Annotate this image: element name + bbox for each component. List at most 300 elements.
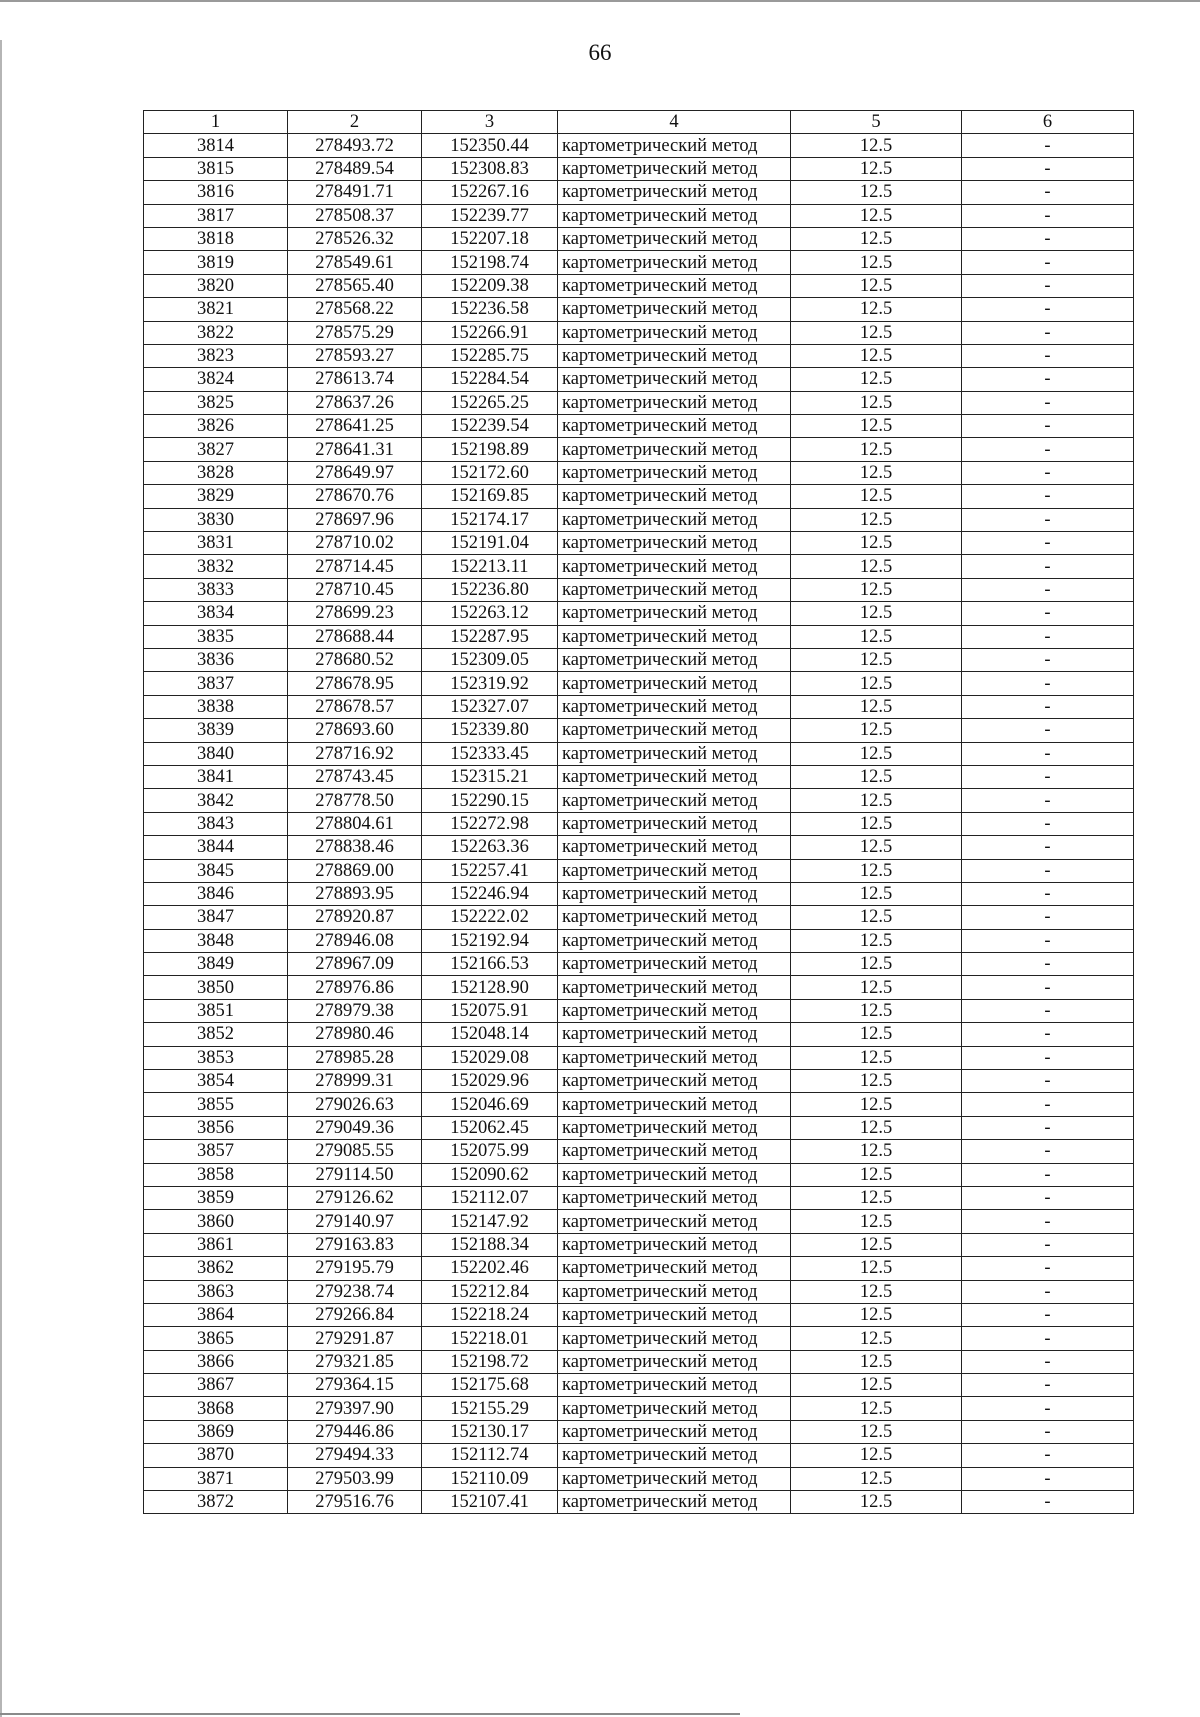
- header-col-4: 4: [558, 111, 791, 134]
- table-row: [144, 134, 1134, 157]
- y-coordinate-cell: 152155.29: [422, 1397, 558, 1420]
- x-coordinate-cell: 279049.36: [288, 1116, 422, 1139]
- x-coordinate-cell: 279085.55: [288, 1140, 422, 1163]
- method-cell: картометрический метод: [558, 415, 791, 438]
- note-cell: -: [962, 227, 1134, 250]
- y-coordinate-cell: 152128.90: [422, 976, 558, 999]
- method-cell: картометрический метод: [558, 1116, 791, 1139]
- table-row: [144, 859, 1134, 882]
- y-coordinate-cell: 152246.94: [422, 882, 558, 905]
- point-number-cell: 3869: [144, 1420, 288, 1443]
- table-row: [144, 1350, 1134, 1373]
- table-row: [144, 1467, 1134, 1490]
- accuracy-cell: 12.5: [791, 602, 962, 625]
- scan-edge-top: [0, 0, 1200, 2]
- point-number-cell: 3870: [144, 1444, 288, 1467]
- accuracy-cell: 12.5: [791, 1070, 962, 1093]
- accuracy-cell: 12.5: [791, 695, 962, 718]
- accuracy-cell: 12.5: [791, 1257, 962, 1280]
- table-row: [144, 1420, 1134, 1443]
- coordinates-table: [143, 110, 1134, 1514]
- point-number-cell: 3842: [144, 789, 288, 812]
- method-cell: картометрический метод: [558, 368, 791, 391]
- accuracy-cell: 12.5: [791, 438, 962, 461]
- table-row: [144, 625, 1134, 648]
- x-coordinate-cell: 278893.95: [288, 882, 422, 905]
- y-coordinate-cell: 152218.24: [422, 1303, 558, 1326]
- accuracy-cell: 12.5: [791, 578, 962, 601]
- table-row: [144, 1140, 1134, 1163]
- method-cell: картометрический метод: [558, 1491, 791, 1514]
- y-coordinate-cell: 152267.16: [422, 181, 558, 204]
- point-number-cell: 3864: [144, 1303, 288, 1326]
- x-coordinate-cell: 279266.84: [288, 1303, 422, 1326]
- point-number-cell: 3862: [144, 1257, 288, 1280]
- x-coordinate-cell: 278920.87: [288, 906, 422, 929]
- method-cell: картометрический метод: [558, 1467, 791, 1490]
- accuracy-cell: 12.5: [791, 672, 962, 695]
- table-row: [144, 1186, 1134, 1209]
- accuracy-cell: 12.5: [791, 251, 962, 274]
- accuracy-cell: 12.5: [791, 836, 962, 859]
- x-coordinate-cell: 279503.99: [288, 1467, 422, 1490]
- point-number-cell: 3858: [144, 1163, 288, 1186]
- point-number-cell: 3860: [144, 1210, 288, 1233]
- point-number-cell: 3829: [144, 485, 288, 508]
- accuracy-cell: 12.5: [791, 929, 962, 952]
- note-cell: -: [962, 1257, 1134, 1280]
- x-coordinate-cell: 278710.45: [288, 578, 422, 601]
- point-number-cell: 3845: [144, 859, 288, 882]
- x-coordinate-cell: 279114.50: [288, 1163, 422, 1186]
- method-cell: картометрический метод: [558, 134, 791, 157]
- note-cell: -: [962, 719, 1134, 742]
- x-coordinate-cell: 278946.08: [288, 929, 422, 952]
- x-coordinate-cell: 279291.87: [288, 1327, 422, 1350]
- y-coordinate-cell: 152218.01: [422, 1327, 558, 1350]
- table-row: [144, 391, 1134, 414]
- y-coordinate-cell: 152188.34: [422, 1233, 558, 1256]
- method-cell: картометрический метод: [558, 508, 791, 531]
- note-cell: -: [962, 672, 1134, 695]
- note-cell: -: [962, 1046, 1134, 1069]
- accuracy-cell: 12.5: [791, 181, 962, 204]
- point-number-cell: 3838: [144, 695, 288, 718]
- accuracy-cell: 12.5: [791, 532, 962, 555]
- method-cell: картометрический метод: [558, 929, 791, 952]
- point-number-cell: 3863: [144, 1280, 288, 1303]
- point-number-cell: 3871: [144, 1467, 288, 1490]
- table-row: [144, 251, 1134, 274]
- x-coordinate-cell: 278838.46: [288, 836, 422, 859]
- accuracy-cell: 12.5: [791, 648, 962, 671]
- y-coordinate-cell: 152090.62: [422, 1163, 558, 1186]
- accuracy-cell: 12.5: [791, 742, 962, 765]
- x-coordinate-cell: 278678.57: [288, 695, 422, 718]
- y-coordinate-cell: 152339.80: [422, 719, 558, 742]
- method-cell: картометрический метод: [558, 532, 791, 555]
- header-col-2: 2: [288, 111, 422, 134]
- y-coordinate-cell: 152287.95: [422, 625, 558, 648]
- method-cell: картометрический метод: [558, 695, 791, 718]
- table-row: [144, 1093, 1134, 1116]
- x-coordinate-cell: 278493.72: [288, 134, 422, 157]
- x-coordinate-cell: 278680.52: [288, 648, 422, 671]
- accuracy-cell: 12.5: [791, 976, 962, 999]
- y-coordinate-cell: 152309.05: [422, 648, 558, 671]
- x-coordinate-cell: 278697.96: [288, 508, 422, 531]
- note-cell: -: [962, 1374, 1134, 1397]
- method-cell: картометрический метод: [558, 1420, 791, 1443]
- point-number-cell: 3865: [144, 1327, 288, 1350]
- x-coordinate-cell: 278714.45: [288, 555, 422, 578]
- point-number-cell: 3847: [144, 906, 288, 929]
- x-coordinate-cell: 278613.74: [288, 368, 422, 391]
- x-coordinate-cell: 278999.31: [288, 1070, 422, 1093]
- point-number-cell: 3839: [144, 719, 288, 742]
- method-cell: картометрический метод: [558, 1070, 791, 1093]
- method-cell: картометрический метод: [558, 555, 791, 578]
- method-cell: картометрический метод: [558, 789, 791, 812]
- method-cell: картометрический метод: [558, 906, 791, 929]
- table-body: [144, 134, 1134, 1514]
- table-row: [144, 648, 1134, 671]
- note-cell: -: [962, 274, 1134, 297]
- accuracy-cell: 12.5: [791, 1140, 962, 1163]
- accuracy-cell: 12.5: [791, 1397, 962, 1420]
- x-coordinate-cell: 278526.32: [288, 227, 422, 250]
- method-cell: картометрический метод: [558, 1210, 791, 1233]
- note-cell: -: [962, 859, 1134, 882]
- accuracy-cell: 12.5: [791, 1233, 962, 1256]
- point-number-cell: 3852: [144, 1023, 288, 1046]
- y-coordinate-cell: 152213.11: [422, 555, 558, 578]
- x-coordinate-cell: 279195.79: [288, 1257, 422, 1280]
- accuracy-cell: 12.5: [791, 1303, 962, 1326]
- point-number-cell: 3822: [144, 321, 288, 344]
- note-cell: -: [962, 555, 1134, 578]
- point-number-cell: 3853: [144, 1046, 288, 1069]
- y-coordinate-cell: 152308.83: [422, 157, 558, 180]
- x-coordinate-cell: 279238.74: [288, 1280, 422, 1303]
- table-row: [144, 999, 1134, 1022]
- note-cell: -: [962, 976, 1134, 999]
- note-cell: -: [962, 157, 1134, 180]
- method-cell: картометрический метод: [558, 1257, 791, 1280]
- table-row: [144, 906, 1134, 929]
- note-cell: -: [962, 1467, 1134, 1490]
- note-cell: -: [962, 602, 1134, 625]
- table-row: [144, 929, 1134, 952]
- note-cell: -: [962, 1327, 1134, 1350]
- method-cell: картометрический метод: [558, 648, 791, 671]
- note-cell: -: [962, 181, 1134, 204]
- y-coordinate-cell: 152198.89: [422, 438, 558, 461]
- method-cell: картометрический метод: [558, 976, 791, 999]
- note-cell: -: [962, 812, 1134, 835]
- method-cell: картометрический метод: [558, 274, 791, 297]
- y-coordinate-cell: 152327.07: [422, 695, 558, 718]
- y-coordinate-cell: 152212.84: [422, 1280, 558, 1303]
- y-coordinate-cell: 152236.80: [422, 578, 558, 601]
- table-row: [144, 1116, 1134, 1139]
- accuracy-cell: 12.5: [791, 1420, 962, 1443]
- y-coordinate-cell: 152319.92: [422, 672, 558, 695]
- point-number-cell: 3828: [144, 461, 288, 484]
- x-coordinate-cell: 278804.61: [288, 812, 422, 835]
- point-number-cell: 3857: [144, 1140, 288, 1163]
- note-cell: -: [962, 578, 1134, 601]
- point-number-cell: 3854: [144, 1070, 288, 1093]
- method-cell: картометрический метод: [558, 1280, 791, 1303]
- table-row: [144, 1374, 1134, 1397]
- x-coordinate-cell: 278778.50: [288, 789, 422, 812]
- x-coordinate-cell: 278641.31: [288, 438, 422, 461]
- table-row: [144, 1444, 1134, 1467]
- method-cell: картометрический метод: [558, 719, 791, 742]
- accuracy-cell: 12.5: [791, 1491, 962, 1514]
- y-coordinate-cell: 152272.98: [422, 812, 558, 835]
- method-cell: картометрический метод: [558, 461, 791, 484]
- table-row: [144, 695, 1134, 718]
- y-coordinate-cell: 152046.69: [422, 1093, 558, 1116]
- point-number-cell: 3855: [144, 1093, 288, 1116]
- note-cell: -: [962, 1233, 1134, 1256]
- point-number-cell: 3846: [144, 882, 288, 905]
- note-cell: -: [962, 438, 1134, 461]
- y-coordinate-cell: 152175.68: [422, 1374, 558, 1397]
- point-number-cell: 3831: [144, 532, 288, 555]
- note-cell: -: [962, 1420, 1134, 1443]
- y-coordinate-cell: 152209.38: [422, 274, 558, 297]
- x-coordinate-cell: 279026.63: [288, 1093, 422, 1116]
- table-row: [144, 532, 1134, 555]
- table-row: [144, 1046, 1134, 1069]
- method-cell: картометрический метод: [558, 1327, 791, 1350]
- table-row: [144, 1210, 1134, 1233]
- x-coordinate-cell: 278491.71: [288, 181, 422, 204]
- method-cell: картометрический метод: [558, 1186, 791, 1209]
- table-row: [144, 157, 1134, 180]
- x-coordinate-cell: 278637.26: [288, 391, 422, 414]
- note-cell: -: [962, 1163, 1134, 1186]
- accuracy-cell: 12.5: [791, 344, 962, 367]
- y-coordinate-cell: 152239.77: [422, 204, 558, 227]
- method-cell: картометрический метод: [558, 882, 791, 905]
- table-row: [144, 742, 1134, 765]
- method-cell: картометрический метод: [558, 812, 791, 835]
- x-coordinate-cell: 278641.25: [288, 415, 422, 438]
- method-cell: картометрический метод: [558, 251, 791, 274]
- x-coordinate-cell: 278985.28: [288, 1046, 422, 1069]
- method-cell: картометрический метод: [558, 1444, 791, 1467]
- accuracy-cell: 12.5: [791, 953, 962, 976]
- y-coordinate-cell: 152198.72: [422, 1350, 558, 1373]
- y-coordinate-cell: 152048.14: [422, 1023, 558, 1046]
- y-coordinate-cell: 152290.15: [422, 789, 558, 812]
- x-coordinate-cell: 278716.92: [288, 742, 422, 765]
- point-number-cell: 3824: [144, 368, 288, 391]
- x-coordinate-cell: 278549.61: [288, 251, 422, 274]
- method-cell: картометрический метод: [558, 1303, 791, 1326]
- note-cell: -: [962, 391, 1134, 414]
- method-cell: картометрический метод: [558, 999, 791, 1022]
- method-cell: картометрический метод: [558, 1350, 791, 1373]
- accuracy-cell: 12.5: [791, 1374, 962, 1397]
- method-cell: картометрический метод: [558, 1163, 791, 1186]
- x-coordinate-cell: 279163.83: [288, 1233, 422, 1256]
- note-cell: -: [962, 321, 1134, 344]
- y-coordinate-cell: 152350.44: [422, 134, 558, 157]
- x-coordinate-cell: 279516.76: [288, 1491, 422, 1514]
- point-number-cell: 3835: [144, 625, 288, 648]
- header-col-1: 1: [144, 111, 288, 134]
- note-cell: -: [962, 1070, 1134, 1093]
- point-number-cell: 3823: [144, 344, 288, 367]
- accuracy-cell: 12.5: [791, 719, 962, 742]
- point-number-cell: 3861: [144, 1233, 288, 1256]
- table-row: [144, 672, 1134, 695]
- accuracy-cell: 12.5: [791, 1046, 962, 1069]
- y-coordinate-cell: 152284.54: [422, 368, 558, 391]
- accuracy-cell: 12.5: [791, 415, 962, 438]
- note-cell: -: [962, 1210, 1134, 1233]
- table-row: [144, 321, 1134, 344]
- y-coordinate-cell: 152029.08: [422, 1046, 558, 1069]
- accuracy-cell: 12.5: [791, 812, 962, 835]
- accuracy-cell: 12.5: [791, 1163, 962, 1186]
- method-cell: картометрический метод: [558, 953, 791, 976]
- table-row: [144, 181, 1134, 204]
- point-number-cell: 3841: [144, 765, 288, 788]
- table-row: [144, 227, 1134, 250]
- note-cell: -: [962, 648, 1134, 671]
- note-cell: -: [962, 929, 1134, 952]
- y-coordinate-cell: 152265.25: [422, 391, 558, 414]
- table-row: [144, 1257, 1134, 1280]
- y-coordinate-cell: 152222.02: [422, 906, 558, 929]
- y-coordinate-cell: 152062.45: [422, 1116, 558, 1139]
- point-number-cell: 3849: [144, 953, 288, 976]
- point-number-cell: 3830: [144, 508, 288, 531]
- x-coordinate-cell: 278568.22: [288, 298, 422, 321]
- table-row: [144, 836, 1134, 859]
- accuracy-cell: 12.5: [791, 1116, 962, 1139]
- x-coordinate-cell: 279140.97: [288, 1210, 422, 1233]
- method-cell: картометрический метод: [558, 1046, 791, 1069]
- accuracy-cell: 12.5: [791, 555, 962, 578]
- note-cell: -: [962, 1491, 1134, 1514]
- accuracy-cell: 12.5: [791, 368, 962, 391]
- accuracy-cell: 12.5: [791, 1327, 962, 1350]
- note-cell: -: [962, 134, 1134, 157]
- note-cell: -: [962, 1350, 1134, 1373]
- point-number-cell: 3843: [144, 812, 288, 835]
- method-cell: картометрический метод: [558, 836, 791, 859]
- x-coordinate-cell: 278693.60: [288, 719, 422, 742]
- note-cell: -: [962, 1303, 1134, 1326]
- point-number-cell: 3848: [144, 929, 288, 952]
- note-cell: -: [962, 1023, 1134, 1046]
- accuracy-cell: 12.5: [791, 157, 962, 180]
- accuracy-cell: 12.5: [791, 625, 962, 648]
- y-coordinate-cell: 152110.09: [422, 1467, 558, 1490]
- point-number-cell: 3866: [144, 1350, 288, 1373]
- y-coordinate-cell: 152029.96: [422, 1070, 558, 1093]
- note-cell: -: [962, 1186, 1134, 1209]
- point-number-cell: 3826: [144, 415, 288, 438]
- x-coordinate-cell: 278743.45: [288, 765, 422, 788]
- note-cell: -: [962, 532, 1134, 555]
- table-row: [144, 1280, 1134, 1303]
- method-cell: картометрический метод: [558, 765, 791, 788]
- x-coordinate-cell: 279126.62: [288, 1186, 422, 1209]
- y-coordinate-cell: 152257.41: [422, 859, 558, 882]
- point-number-cell: 3837: [144, 672, 288, 695]
- point-number-cell: 3834: [144, 602, 288, 625]
- y-coordinate-cell: 152166.53: [422, 953, 558, 976]
- accuracy-cell: 12.5: [791, 134, 962, 157]
- point-number-cell: 3844: [144, 836, 288, 859]
- note-cell: -: [962, 906, 1134, 929]
- accuracy-cell: 12.5: [791, 859, 962, 882]
- y-coordinate-cell: 152112.74: [422, 1444, 558, 1467]
- point-number-cell: 3867: [144, 1374, 288, 1397]
- y-coordinate-cell: 152202.46: [422, 1257, 558, 1280]
- table-row: [144, 368, 1134, 391]
- x-coordinate-cell: 278678.95: [288, 672, 422, 695]
- scan-edge-bottom: [0, 1713, 740, 1715]
- accuracy-cell: 12.5: [791, 999, 962, 1022]
- method-cell: картометрический метод: [558, 204, 791, 227]
- note-cell: -: [962, 508, 1134, 531]
- x-coordinate-cell: 278699.23: [288, 602, 422, 625]
- x-coordinate-cell: 278979.38: [288, 999, 422, 1022]
- point-number-cell: 3851: [144, 999, 288, 1022]
- x-coordinate-cell: 278565.40: [288, 274, 422, 297]
- method-cell: картометрический метод: [558, 672, 791, 695]
- y-coordinate-cell: 152285.75: [422, 344, 558, 367]
- x-coordinate-cell: 278869.00: [288, 859, 422, 882]
- table-row: [144, 1163, 1134, 1186]
- table-row: [144, 976, 1134, 999]
- accuracy-cell: 12.5: [791, 298, 962, 321]
- table-row: [144, 1233, 1134, 1256]
- accuracy-cell: 12.5: [791, 485, 962, 508]
- point-number-cell: 3817: [144, 204, 288, 227]
- table-row: [144, 719, 1134, 742]
- x-coordinate-cell: 278967.09: [288, 953, 422, 976]
- note-cell: -: [962, 765, 1134, 788]
- accuracy-cell: 12.5: [791, 1186, 962, 1209]
- y-coordinate-cell: 152075.91: [422, 999, 558, 1022]
- point-number-cell: 3840: [144, 742, 288, 765]
- method-cell: картометрический метод: [558, 625, 791, 648]
- point-number-cell: 3825: [144, 391, 288, 414]
- page-number: 66: [588, 40, 612, 65]
- accuracy-cell: 12.5: [791, 1210, 962, 1233]
- method-cell: картометрический метод: [558, 859, 791, 882]
- method-cell: картометрический метод: [558, 578, 791, 601]
- point-number-cell: 3818: [144, 227, 288, 250]
- table-row: [144, 415, 1134, 438]
- y-coordinate-cell: 152207.18: [422, 227, 558, 250]
- note-cell: -: [962, 1093, 1134, 1116]
- point-number-cell: 3859: [144, 1186, 288, 1209]
- accuracy-cell: 12.5: [791, 204, 962, 227]
- method-cell: картометрический метод: [558, 438, 791, 461]
- method-cell: картометрический метод: [558, 1093, 791, 1116]
